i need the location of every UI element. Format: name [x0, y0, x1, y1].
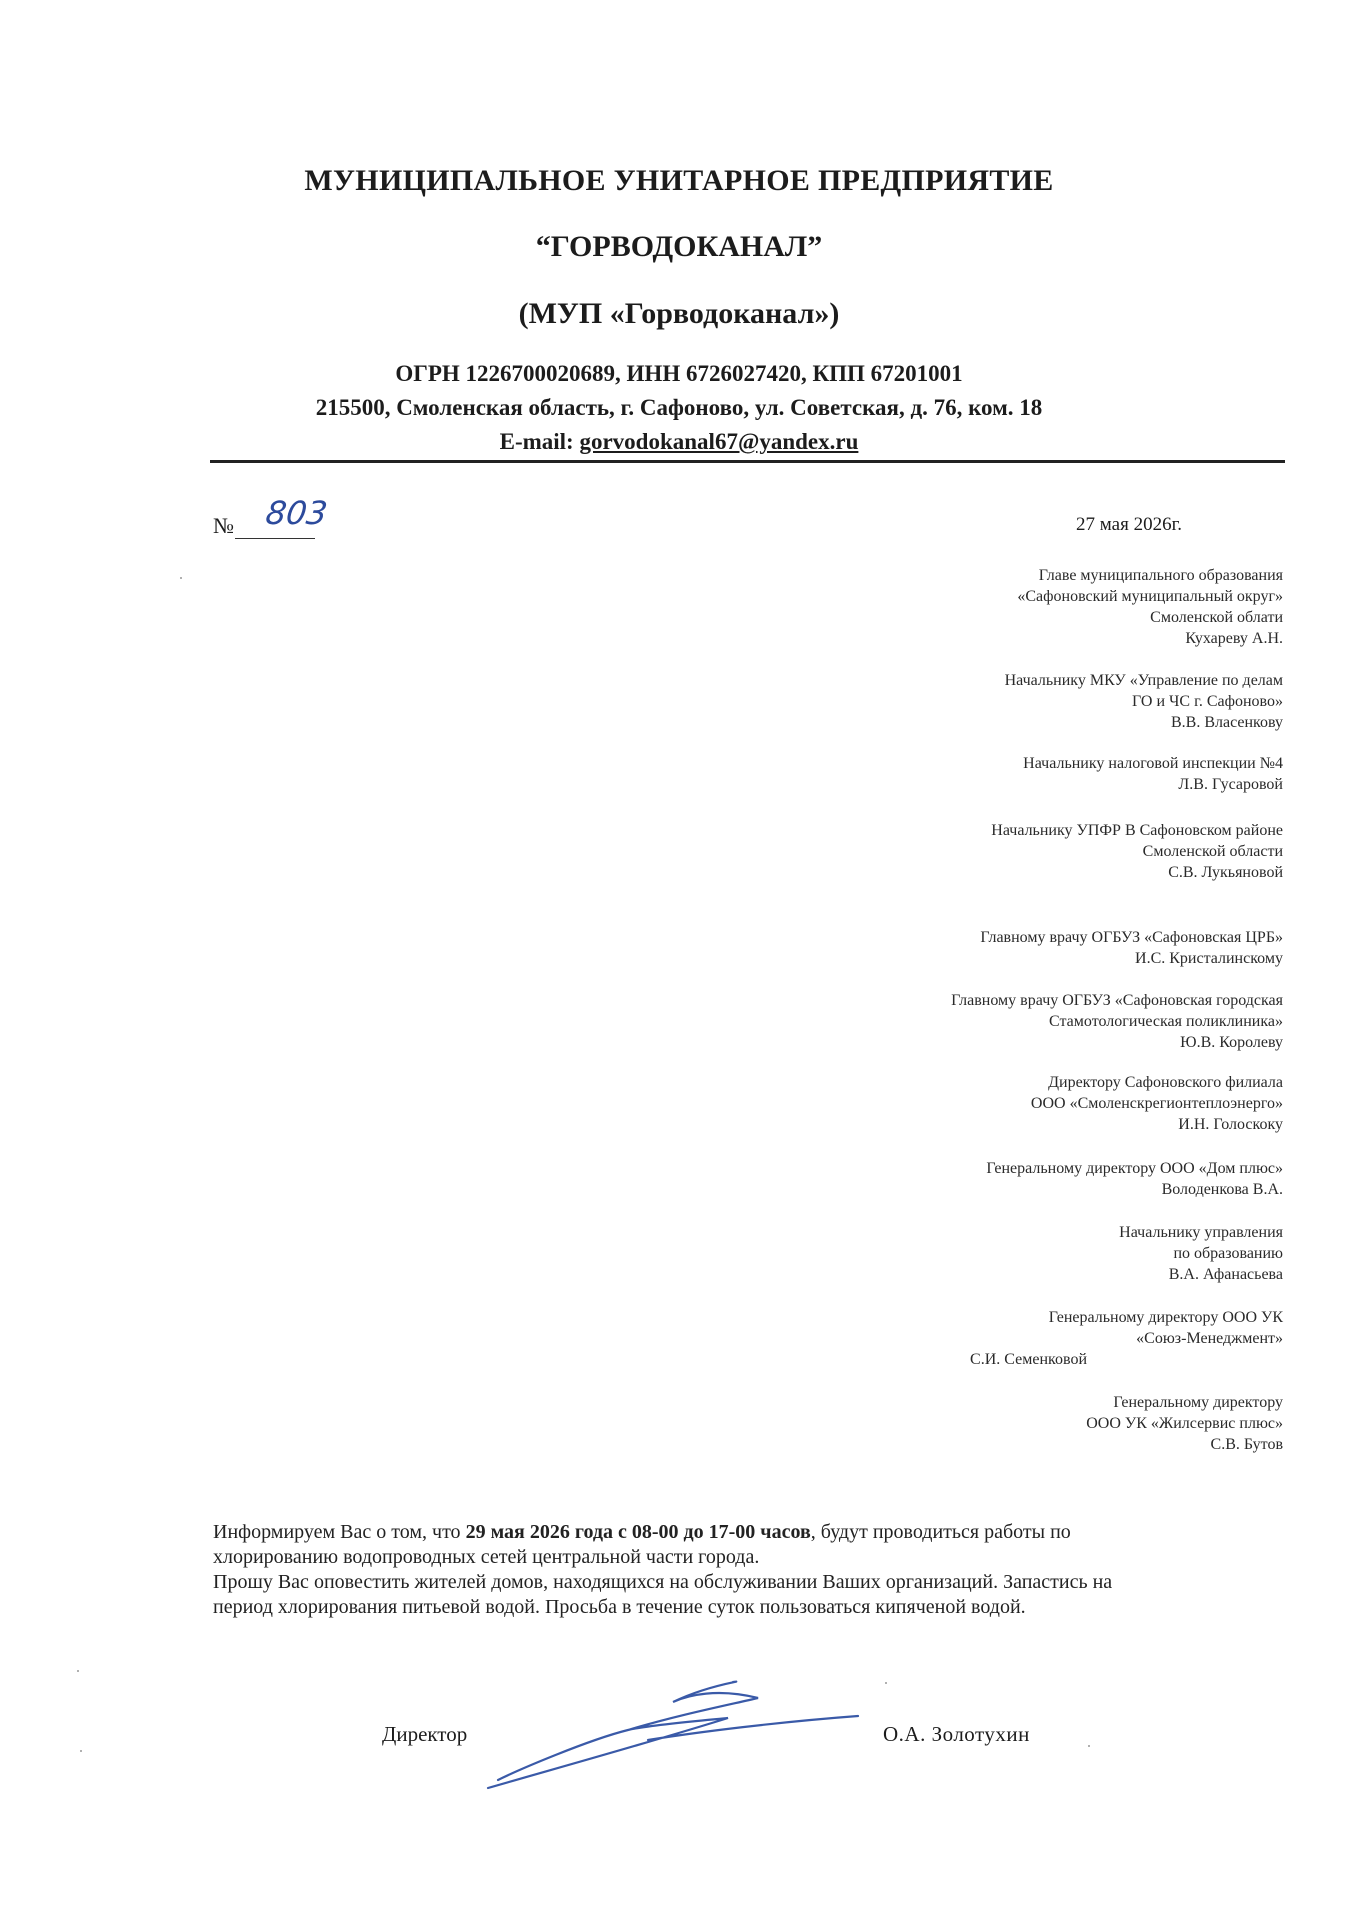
message-line — [213, 1520, 1273, 1545]
email-label: E-mail: — [499, 429, 580, 454]
addressee-block — [970, 1307, 1283, 1370]
outgoing-number: 803 — [263, 494, 330, 532]
addressee-line: В.В. Власенкову — [1170, 714, 1283, 731]
addressee-block — [1017, 565, 1283, 649]
org-type-heading: МУНИЦИПАЛЬНОЕ УНИТАРНОЕ ПРЕДПРИЯТИЕ — [304, 164, 1054, 197]
addressee-line: Володенкова В.А. — [1161, 1181, 1283, 1198]
addressee-line: ГО и ЧС г. Сафоново» — [1132, 693, 1283, 710]
org-short-name: (МУП «Горводоканал») — [518, 297, 840, 330]
addressee-line: Главному врачу ОГБУЗ «Сафоновская ЦРБ» — [980, 929, 1283, 946]
addressee-line: Л.В. Гусаровой — [1178, 776, 1283, 793]
letter-date: 27 мая 2026г. — [1076, 514, 1182, 535]
scan-speck — [885, 1682, 887, 1684]
addressee-line: Главному врачу ОГБУЗ «Сафоновская городская — [951, 992, 1283, 1009]
addressee-block — [1023, 753, 1283, 795]
message-text: , будут проводиться работы по — [810, 1521, 1071, 1543]
addressee-line: С.И. Семенковой — [970, 1351, 1087, 1368]
signatory-name: О.А. Золотухин — [883, 1722, 1030, 1746]
addressee-line: С.В. Лукьяновой — [1168, 864, 1283, 881]
addressee-line: Ю.В. Королеву — [1180, 1034, 1283, 1051]
addressee-line: В.А. Афанасьева — [1168, 1266, 1283, 1283]
org-address: 215500, Смоленская область, г. Сафоново, ул. Советская, д. 76, ком. 18 — [315, 395, 1043, 420]
message-line: хлорированию водопроводных сетей центральной части города. — [213, 1546, 760, 1568]
addressee-line: ООО УК «Жилсервис плюс» — [1086, 1415, 1283, 1432]
message-line: Прошу Вас оповестить жителей домов, находящихся на обслуживании Ваших организаций. Запастись на — [213, 1571, 1113, 1593]
signatory-position: Директор — [382, 1722, 468, 1746]
message-text: Информируем Вас о том, что — [213, 1521, 466, 1543]
addressee-line: Начальнику УПФР В Сафоновском районе — [991, 822, 1283, 839]
number-sign: № — [213, 513, 234, 538]
handwritten-signature — [478, 1670, 868, 1800]
scan-speck — [77, 1670, 79, 1672]
addressee-block — [1031, 1072, 1283, 1135]
message-line: период хлорирования питьевой водой. Просьба в течение суток пользоваться кипяченой водой. — [213, 1596, 1026, 1618]
addressee-line: Директору Сафоновского филиала — [1048, 1074, 1283, 1091]
addressee-block — [951, 990, 1283, 1053]
addressee-line: Смоленской облати — [1150, 609, 1283, 626]
addressee-block — [1086, 1392, 1283, 1455]
addressee-line: «Союз-Менеджмент» — [1136, 1330, 1283, 1347]
addressee-line: И.Н. Голоскоку — [1178, 1116, 1283, 1133]
scan-speck — [80, 1750, 82, 1752]
message-date-time: 29 мая 2026 года с 08-00 до 17-00 часов — [465, 1521, 811, 1543]
addressee-line: «Сафоновский муниципальный округ» — [1017, 588, 1283, 605]
message-paragraph-2 — [213, 1570, 1273, 1620]
scan-speck — [1088, 1745, 1090, 1747]
org-requisites: ОГРН 1226700020689, ИНН 6726027420, КПП 67201001 — [395, 361, 963, 386]
number-underline — [235, 538, 315, 539]
addressee-line: Главе муниципального образования — [1038, 567, 1283, 584]
addressee-line: Смоленской области — [1142, 843, 1283, 860]
org-email-line — [0, 426, 1358, 458]
addressee-line: Генеральному директору ООО УК — [1048, 1309, 1283, 1326]
message-paragraph-1 — [213, 1520, 1273, 1570]
addressee-line: Начальнику МКУ «Управление по делам — [1004, 672, 1283, 689]
header-divider — [210, 460, 1285, 463]
email-link[interactable]: gorvodokanal67@yandex.ru — [579, 429, 859, 454]
addressee-block — [991, 820, 1283, 883]
addressee-line: И.С. Кристалинскому — [1135, 950, 1283, 967]
addressee-line: Кухареву А.Н. — [1185, 630, 1283, 647]
addressee-line: ООО «Смоленскрегионтеплоэнерго» — [1030, 1095, 1283, 1112]
addressee-block — [1119, 1222, 1283, 1285]
addressee-line: Стамотологическая поликлиника» — [1049, 1013, 1283, 1030]
addressee-block — [980, 927, 1283, 969]
addressee-line: по образованию — [1173, 1245, 1283, 1262]
scan-speck — [180, 577, 182, 579]
addressee-line: Генеральному директору — [1113, 1394, 1283, 1411]
addressee-line: Начальнику управления — [1119, 1224, 1283, 1241]
addressee-block — [1005, 670, 1283, 733]
org-name-heading: “ГОРВОДОКАНАЛ” — [535, 230, 823, 263]
addressee-line: Генеральному директору ООО «Дом плюс» — [986, 1160, 1283, 1177]
addressee-block — [986, 1158, 1283, 1200]
addressee-line: С.В. Бутов — [1210, 1436, 1283, 1453]
addressee-line: Начальнику налоговой инспекции №4 — [1023, 755, 1283, 772]
